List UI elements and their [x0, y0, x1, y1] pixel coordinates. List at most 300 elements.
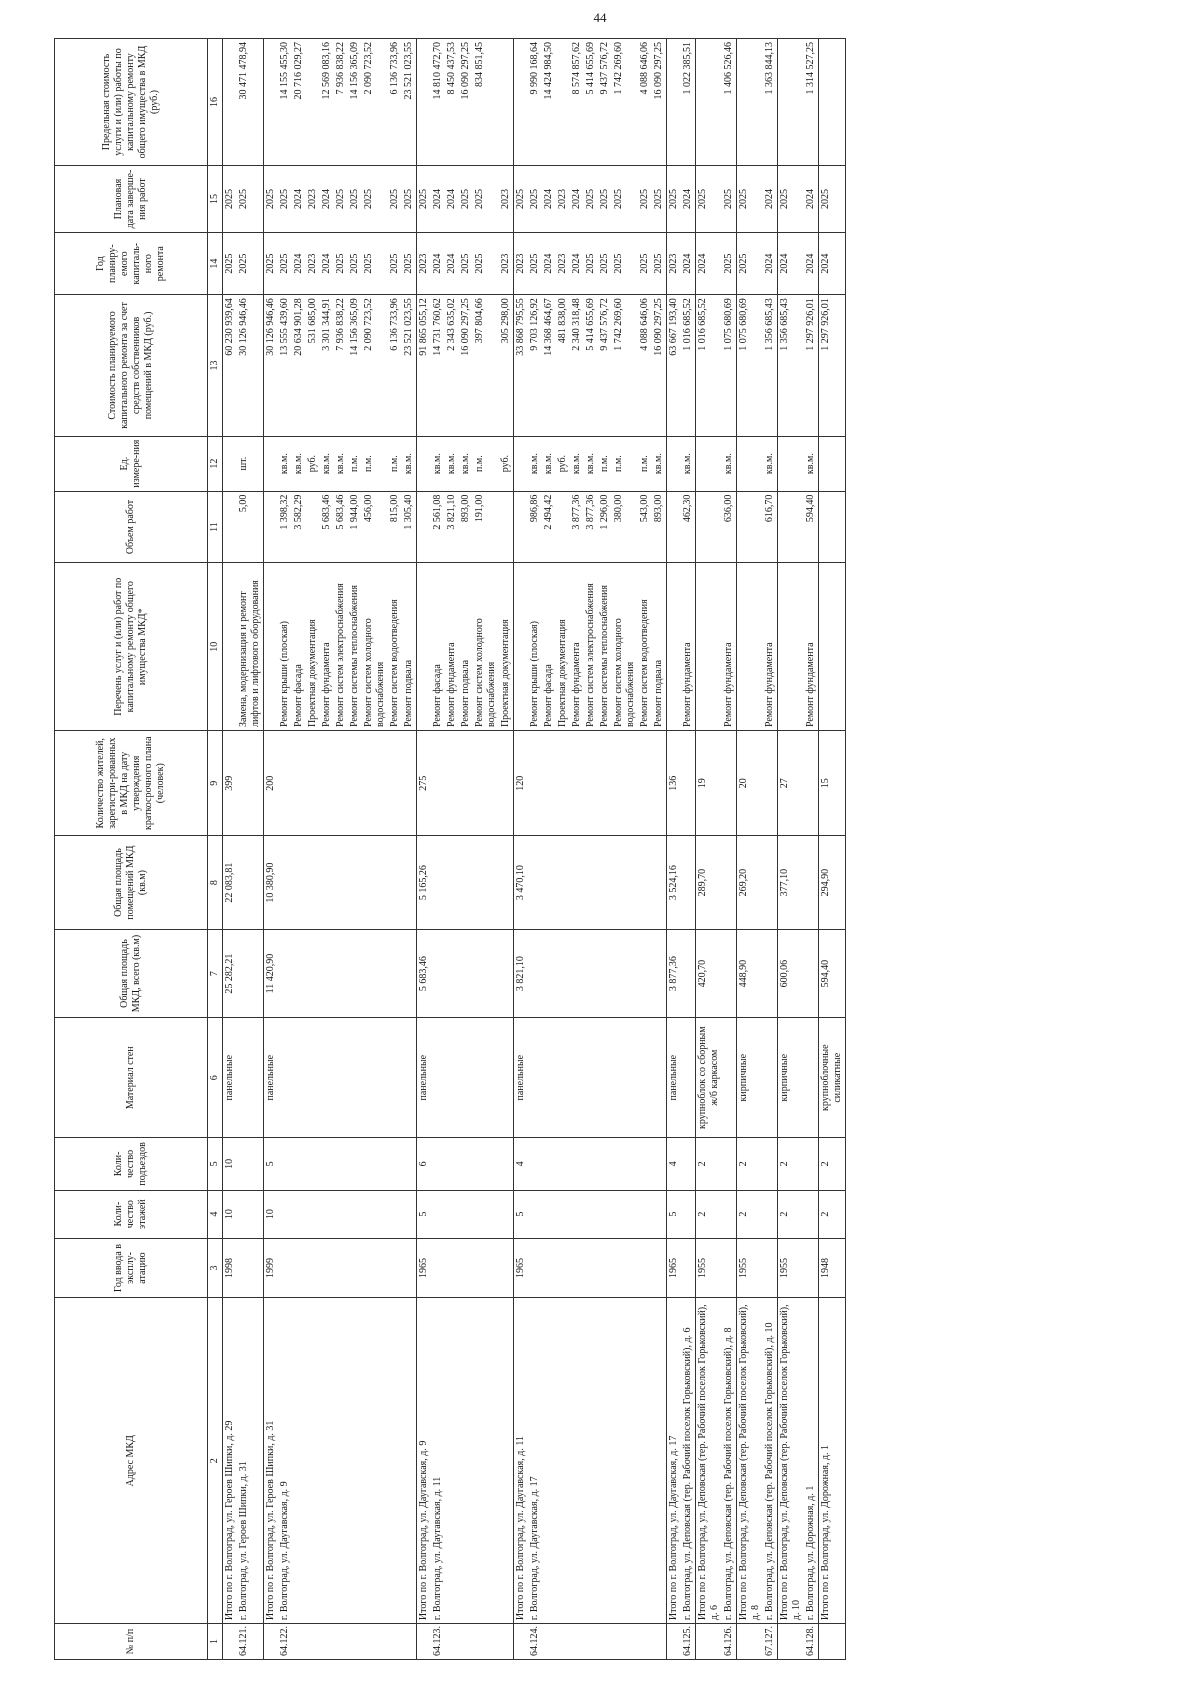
planned-cost: 9 703 126,92 — [528, 295, 542, 436]
empty-cell — [431, 731, 445, 836]
completion-date: 2025 — [667, 166, 682, 233]
completion-date: 2025 — [528, 166, 542, 233]
wall-material: кирпичные — [737, 1018, 764, 1138]
empty-cell — [320, 1138, 334, 1191]
commissioning-year: 1948 — [819, 1238, 846, 1298]
planned-cost: 1 356 685,43 — [763, 295, 778, 436]
total-row — [514, 39, 529, 1660]
empty-cell — [459, 1190, 473, 1238]
commissioning-year: 1998 — [223, 1238, 238, 1298]
total-area: 448,90 — [737, 929, 764, 1018]
item-number — [556, 1624, 570, 1660]
empty-cell — [763, 1138, 778, 1191]
empty-cell — [499, 1238, 514, 1298]
item-address — [556, 1298, 570, 1624]
work-name: Проектная документация — [499, 563, 514, 731]
completion-date: 2024 — [542, 166, 556, 233]
work-volume: 1 305,40 — [402, 491, 417, 563]
planned-year: 2024 — [570, 233, 584, 295]
work-row — [763, 39, 778, 1660]
planned-cost: 397 804,66 — [473, 295, 499, 436]
empty-cell — [763, 731, 778, 836]
work-name — [778, 563, 805, 731]
work-row — [306, 39, 320, 1660]
empty-cell — [722, 1138, 737, 1191]
empty-cell — [570, 1018, 584, 1138]
empty-cell — [804, 1018, 819, 1138]
empty-cell — [431, 1018, 445, 1138]
work-row — [612, 39, 638, 1660]
row-number-cell — [737, 1624, 764, 1660]
commissioning-year: 1999 — [264, 1238, 279, 1298]
empty-cell — [445, 1018, 459, 1138]
commissioning-year: 1955 — [696, 1238, 723, 1298]
empty-cell — [278, 836, 292, 929]
completion-date: 2025 — [264, 166, 279, 233]
empty-cell — [652, 1190, 667, 1238]
empty-cell — [445, 731, 459, 836]
work-volume: 2 561,08 — [431, 491, 445, 563]
work-unit: руб. — [499, 436, 514, 491]
completion-date: 2025 — [402, 166, 417, 233]
planned-cost: 3 301 344,91 — [320, 295, 334, 436]
work-name: Замена, модернизация и ремонт лифтов и лифтового оборудования — [237, 563, 264, 731]
empty-cell — [306, 1138, 320, 1191]
entrances-count: 5 — [264, 1138, 279, 1191]
completion-date: 2025 — [459, 166, 473, 233]
commissioning-year: 1965 — [417, 1238, 432, 1298]
header-cell-3: Год ввода в эксплу-атацию — [55, 1238, 208, 1298]
premises-area: 3 524,16 — [667, 836, 682, 929]
work-unit — [778, 436, 805, 491]
cost-limit: 9 437 576,72 — [598, 39, 612, 166]
address-group — [514, 39, 667, 1660]
empty-cell — [334, 1190, 348, 1238]
work-name — [667, 563, 682, 731]
cost-limit: 5 414 655,69 — [584, 39, 598, 166]
empty-cell — [388, 1138, 402, 1191]
total-address: Итого по г. Волгоград, ул. Деповская (тер. Рабочий поселок Горьковский), д. 8 — [737, 1298, 764, 1624]
work-name: Ремонт фасада — [542, 563, 556, 731]
empty-cell — [528, 1018, 542, 1138]
planned-cost: 14 156 365,09 — [348, 295, 362, 436]
completion-date: 2024 — [804, 166, 819, 233]
cost-limit — [264, 39, 279, 166]
empty-cell — [402, 1018, 417, 1138]
completion-date: 2024 — [763, 166, 778, 233]
work-volume — [696, 491, 723, 563]
total-area: 3 821,10 — [514, 929, 529, 1018]
empty-cell — [320, 836, 334, 929]
empty-cell — [431, 1190, 445, 1238]
empty-cell — [278, 1238, 292, 1298]
empty-cell — [362, 731, 388, 836]
address-group — [223, 39, 264, 1660]
total-area: 25 282,21 — [223, 929, 238, 1018]
entrances-count: 10 — [223, 1138, 238, 1191]
floors-count: 10 — [264, 1190, 279, 1238]
premises-area: 294,90 — [819, 836, 846, 929]
planned-year: 2025 — [598, 233, 612, 295]
header-cell-9: Количество жителей, зарегистри-рованных в МКД на дату утверждения краткосрочного плана (человек) — [55, 731, 208, 836]
planned-year: 2024 — [696, 233, 723, 295]
planned-year: 2025 — [348, 233, 362, 295]
work-unit: кв.м. — [542, 436, 556, 491]
empty-cell — [306, 1190, 320, 1238]
cost-limit: 1 406 526,46 — [722, 39, 737, 166]
cost-limit: 7 936 838,22 — [334, 39, 348, 166]
work-unit: п.м. — [598, 436, 612, 491]
work-unit: кв.м. — [681, 436, 696, 491]
empty-cell — [473, 731, 499, 836]
empty-cell — [528, 929, 542, 1018]
work-volume: 2 494,42 — [542, 491, 556, 563]
empty-cell — [584, 731, 598, 836]
completion-date: 2024 — [431, 166, 445, 233]
row-number-cell — [696, 1624, 723, 1660]
item-address — [612, 1298, 638, 1624]
empty-cell — [570, 731, 584, 836]
empty-cell — [570, 1238, 584, 1298]
cost-limit: 1 314 527,25 — [804, 39, 819, 166]
empty-cell — [681, 1238, 696, 1298]
commissioning-year: 1965 — [667, 1238, 682, 1298]
empty-cell — [722, 1238, 737, 1298]
empty-cell — [334, 836, 348, 929]
row-number-cell — [417, 1624, 432, 1660]
work-unit: кв.м. — [804, 436, 819, 491]
completion-date: 2025 — [737, 166, 764, 233]
empty-cell — [598, 1018, 612, 1138]
empty-cell — [292, 1238, 306, 1298]
work-row — [445, 39, 459, 1660]
empty-cell — [652, 1238, 667, 1298]
total-address: Итого по г. Волгоград, ул. Героев Шипки, д. 31 — [264, 1298, 279, 1624]
work-unit: кв.м. — [402, 436, 417, 491]
item-number: 67.127. — [763, 1624, 778, 1660]
cost-limit: 23 521 023,55 — [402, 39, 417, 166]
work-unit: шт. — [237, 436, 264, 491]
empty-cell — [473, 1238, 499, 1298]
work-row — [542, 39, 556, 1660]
cost-limit: 14 155 455,30 — [278, 39, 292, 166]
planned-year: 2025 — [264, 233, 279, 295]
completion-date: 2025 — [388, 166, 402, 233]
planned-year: 2025 — [402, 233, 417, 295]
work-name: Проектная документация — [556, 563, 570, 731]
floors-count: 2 — [737, 1190, 764, 1238]
residents-count: 136 — [667, 731, 682, 836]
completion-date: 2023 — [306, 166, 320, 233]
header-cell-1: № п/п — [55, 1624, 208, 1660]
empty-cell — [402, 929, 417, 1018]
empty-cell — [237, 1190, 264, 1238]
address-group — [667, 39, 696, 1660]
entrances-count: 2 — [819, 1138, 846, 1191]
planned-year: 2025 — [737, 233, 764, 295]
item-address — [320, 1298, 334, 1624]
floors-count: 2 — [696, 1190, 723, 1238]
work-name: Ремонт фасада — [292, 563, 306, 731]
empty-cell — [237, 731, 264, 836]
column-number: 9 — [208, 731, 223, 836]
entrances-count: 6 — [417, 1138, 432, 1191]
column-number: 4 — [208, 1190, 223, 1238]
empty-cell — [402, 1138, 417, 1191]
empty-cell — [612, 1238, 638, 1298]
item-number — [473, 1624, 499, 1660]
cost-limit: 20 716 029,27 — [292, 39, 306, 166]
planned-year: 2024 — [681, 233, 696, 295]
item-address — [652, 1298, 667, 1624]
empty-cell — [348, 731, 362, 836]
work-unit: кв.м. — [334, 436, 348, 491]
header-cell-8: Общая площадь помещений МКД (кв.м) — [55, 836, 208, 929]
empty-cell — [459, 1238, 473, 1298]
item-number — [638, 1624, 652, 1660]
empty-cell — [292, 1018, 306, 1138]
completion-date: 2025 — [778, 166, 805, 233]
work-volume — [737, 491, 764, 563]
empty-cell — [722, 1190, 737, 1238]
empty-cell — [388, 1238, 402, 1298]
empty-cell — [652, 1138, 667, 1191]
empty-cell — [237, 1138, 264, 1191]
item-address — [348, 1298, 362, 1624]
empty-cell — [431, 836, 445, 929]
item-address — [473, 1298, 499, 1624]
row-number-cell — [264, 1624, 279, 1660]
cost-limit: 1 742 269,60 — [612, 39, 638, 166]
empty-cell — [763, 1018, 778, 1138]
cost-limit: 16 090 297,25 — [652, 39, 667, 166]
item-address: г. Волгоград, ул. Героев Шипки, д. 31 — [237, 1298, 264, 1624]
floors-count: 5 — [667, 1190, 682, 1238]
completion-date: 2025 — [819, 166, 846, 233]
total-row — [778, 39, 805, 1660]
empty-cell — [598, 1138, 612, 1191]
empty-cell — [320, 1238, 334, 1298]
item-number — [320, 1624, 334, 1660]
work-row — [638, 39, 652, 1660]
empty-cell — [292, 731, 306, 836]
empty-cell — [278, 731, 292, 836]
item-address: г. Волгоград, ул. Дорожная, д. 1 — [804, 1298, 819, 1624]
work-volume — [499, 491, 514, 563]
cost-limit — [514, 39, 529, 166]
empty-cell — [388, 731, 402, 836]
empty-cell — [722, 929, 737, 1018]
item-address — [459, 1298, 473, 1624]
empty-cell — [638, 731, 652, 836]
empty-cell — [598, 1190, 612, 1238]
empty-cell — [638, 1190, 652, 1238]
column-number: 3 — [208, 1238, 223, 1298]
work-name: Ремонт подвала — [652, 563, 667, 731]
planned-cost: 14 368 464,67 — [542, 295, 556, 436]
empty-cell — [722, 1018, 737, 1138]
work-row — [570, 39, 584, 1660]
work-row — [584, 39, 598, 1660]
item-number — [612, 1624, 638, 1660]
work-unit — [819, 436, 846, 491]
empty-cell — [652, 731, 667, 836]
column-number: 12 — [208, 436, 223, 491]
completion-date: 2025 — [612, 166, 638, 233]
empty-cell — [598, 1238, 612, 1298]
planned-year: 2024 — [763, 233, 778, 295]
item-number — [542, 1624, 556, 1660]
entrances-count: 2 — [737, 1138, 764, 1191]
work-row — [598, 39, 612, 1660]
completion-date: 2025 — [417, 166, 432, 233]
address-group — [819, 39, 846, 1660]
empty-cell — [292, 1138, 306, 1191]
empty-cell — [638, 929, 652, 1018]
planned-cost: 1 297 926,01 — [819, 295, 846, 436]
work-volume — [556, 491, 570, 563]
work-unit: кв.м. — [652, 436, 667, 491]
work-name: Ремонт систем водоотведения — [388, 563, 402, 731]
work-name — [819, 563, 846, 731]
empty-cell — [459, 929, 473, 1018]
work-row — [804, 39, 819, 1660]
item-address: г. Волгоград, ул. Даугавская, д. 11 — [431, 1298, 445, 1624]
empty-cell — [320, 1190, 334, 1238]
empty-cell — [362, 1238, 388, 1298]
premises-area: 22 083,81 — [223, 836, 238, 929]
empty-cell — [473, 1190, 499, 1238]
work-name — [264, 563, 279, 731]
empty-cell — [763, 836, 778, 929]
empty-cell — [402, 731, 417, 836]
empty-cell — [459, 1018, 473, 1138]
planned-year: 2025 — [459, 233, 473, 295]
header-cell-11: Объем работ — [55, 491, 208, 563]
empty-cell — [584, 1018, 598, 1138]
planned-year: 2025 — [362, 233, 388, 295]
empty-cell — [306, 929, 320, 1018]
planned-year: 2023 — [499, 233, 514, 295]
empty-cell — [722, 836, 737, 929]
work-volume: 5 683,46 — [320, 491, 334, 563]
empty-cell — [388, 1018, 402, 1138]
planned-cost: 1 016 685,52 — [696, 295, 723, 436]
page-number: 44 — [593, 10, 607, 25]
work-row — [278, 39, 292, 1660]
work-unit: п.м. — [473, 436, 499, 491]
work-row — [362, 39, 388, 1660]
empty-cell — [388, 929, 402, 1018]
item-number — [459, 1624, 473, 1660]
capital-repair-table — [54, 38, 846, 1660]
total-area: 420,70 — [696, 929, 723, 1018]
work-name: Ремонт подвала — [459, 563, 473, 731]
empty-cell — [362, 929, 388, 1018]
work-row — [556, 39, 570, 1660]
commissioning-year: 1955 — [737, 1238, 764, 1298]
planned-cost: 91 865 055,12 — [417, 295, 432, 436]
column-number: 13 — [208, 295, 223, 436]
work-unit — [514, 436, 529, 491]
empty-cell — [292, 836, 306, 929]
column-number: 5 — [208, 1138, 223, 1191]
rotated-page-content — [54, 38, 1116, 1660]
planned-year: 2025 — [528, 233, 542, 295]
empty-cell — [431, 1138, 445, 1191]
item-address — [388, 1298, 402, 1624]
floors-count: 5 — [514, 1190, 529, 1238]
planned-cost: 1 075 680,69 — [737, 295, 764, 436]
empty-cell — [638, 1018, 652, 1138]
header-cell-2: Адрес МКД — [55, 1298, 208, 1624]
item-number — [292, 1624, 306, 1660]
total-row — [264, 39, 279, 1660]
empty-cell — [584, 1190, 598, 1238]
entrances-count: 2 — [778, 1138, 805, 1191]
work-name — [514, 563, 529, 731]
commissioning-year: 1965 — [514, 1238, 529, 1298]
table-header-row — [55, 39, 208, 1660]
item-number: 64.124. — [528, 1624, 542, 1660]
column-number: 2 — [208, 1298, 223, 1624]
empty-cell — [348, 1238, 362, 1298]
work-name: Ремонт крыши (плоская) — [528, 563, 542, 731]
planned-year: 2023 — [306, 233, 320, 295]
empty-cell — [681, 836, 696, 929]
cost-limit: 14 424 984,50 — [542, 39, 556, 166]
wall-material: кирпичные — [778, 1018, 805, 1138]
column-number-row — [208, 39, 223, 1660]
completion-date: 2024 — [292, 166, 306, 233]
total-row — [737, 39, 764, 1660]
item-address — [499, 1298, 514, 1624]
empty-cell — [306, 731, 320, 836]
work-name: Ремонт систем холодного водоснабжения — [612, 563, 638, 731]
column-number: 11 — [208, 491, 223, 563]
cost-limit — [556, 39, 570, 166]
work-row — [388, 39, 402, 1660]
planned-year: 2025 — [334, 233, 348, 295]
empty-cell — [459, 836, 473, 929]
empty-cell — [237, 1238, 264, 1298]
cost-limit — [778, 39, 805, 166]
item-address — [584, 1298, 598, 1624]
planned-cost: 2 340 318,48 — [570, 295, 584, 436]
planned-year: 2025 — [237, 233, 264, 295]
work-unit — [737, 436, 764, 491]
item-number — [334, 1624, 348, 1660]
work-volume — [514, 491, 529, 563]
total-address: Итого по г. Волгоград, ул. Деповская (тер. Рабочий поселок Горьковский), д. 6 — [696, 1298, 723, 1624]
planned-year: 2023 — [667, 233, 682, 295]
work-volume: 1 398,32 — [278, 491, 292, 563]
planned-year: 2025 — [223, 233, 238, 295]
header-cell-12: Ед. измере-ния — [55, 436, 208, 491]
empty-cell — [763, 929, 778, 1018]
work-name: Проектная документация — [306, 563, 320, 731]
total-address: Итого по г. Волгоград, ул. Даугавская, д. 11 — [514, 1298, 529, 1624]
row-number-cell — [819, 1624, 846, 1660]
completion-date: 2025 — [348, 166, 362, 233]
work-name: Ремонт системы теплоснабжения — [348, 563, 362, 731]
work-unit: кв.м. — [431, 436, 445, 491]
entrances-count: 2 — [696, 1138, 723, 1191]
item-address — [292, 1298, 306, 1624]
planned-cost: 9 437 576,72 — [598, 295, 612, 436]
empty-cell — [499, 1190, 514, 1238]
empty-cell — [459, 731, 473, 836]
